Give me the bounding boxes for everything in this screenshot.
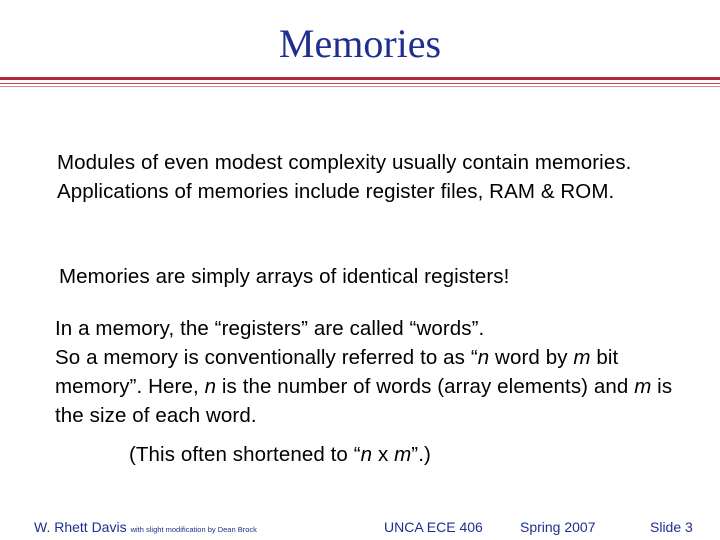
title-rule-thin [0, 83, 720, 84]
words-seg1: So a memory is conventionally referred to as “ [55, 346, 478, 369]
var-m: m [573, 346, 591, 369]
footer-slide-number: Slide 3 [650, 519, 693, 535]
slide-title: Memories [278, 21, 442, 66]
shorthand-seg1: (This often shortened to “ [129, 443, 361, 466]
var-n: n [360, 443, 373, 466]
paragraph-words [55, 314, 695, 430]
footer-course: UNCA ECE 406 [384, 519, 483, 535]
words-line1: In a memory, the “registers” are called “words”. [55, 317, 485, 340]
words-seg5: is the size of each word. [55, 375, 673, 427]
var-m: m [394, 443, 412, 466]
footer-author [34, 518, 257, 539]
var-m: m [634, 375, 652, 398]
paragraph-arrays: Memories are simply arrays of identical registers! [59, 265, 510, 288]
words-seg4: is the number of words (array elements) and [216, 375, 635, 398]
footer-term: Spring 2007 [520, 519, 596, 535]
words-seg3: bit memory”. Here, [55, 346, 619, 398]
shorthand-seg2: x [372, 443, 395, 466]
words-seg2: word by [489, 346, 574, 369]
var-n: n [477, 346, 490, 369]
author-name: W. Rhett Davis [34, 519, 127, 535]
var-n: n [204, 375, 217, 398]
paragraph-shorthand [129, 440, 689, 469]
title-rule-thinner [0, 86, 720, 87]
title-rule-thick [0, 77, 720, 80]
shorthand-seg3: ”.) [411, 443, 431, 466]
paragraph-modules: Modules of even modest complexity usually contain memories. Applications of memories include register files, RAM & ROM. [57, 151, 632, 203]
author-note: with slight modification by Dean Brock [130, 525, 257, 534]
